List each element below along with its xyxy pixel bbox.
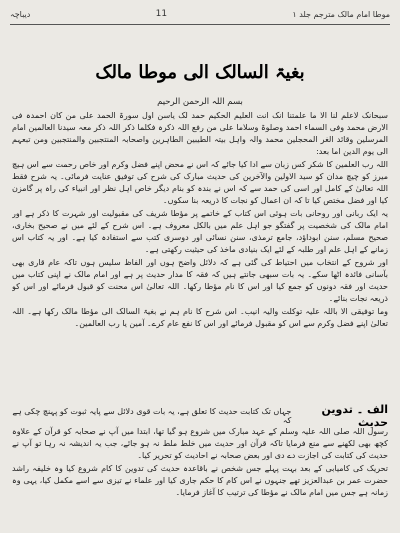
section-body-text [12,426,388,526]
paragraph: اللہ رب العلمین کا شکر کس زبان سے ادا کیا جائے کہ اس نے محض اپنے فضل وکرم اور خاص رحمت سے اس ہیچ میرز کو چیچ مدان کو سید الاولین والآخرین کی حدیث مبارک کی شرح کی توفیق عنایت فرمائی۔ یہ شرح فقط اللہ تعالیٰ کے کامل اور اسی کی حمد سے کہ اس نے بندہ کو بنام دیگر خاص اہل نظر اور انبیاء کی راہ پر گامزن کیا اور فضل مختص کیا تا کہ ان اعمال کو نجات کا ذریعہ بنا سکوں۔ [12,159,388,206]
basmala: بسم اللہ الرحمن الرحیم [157,97,243,107]
page-number: 11 [155,9,168,19]
paragraph: اور شروح کے انتخاب میں احتیاط کی گئی ہے کہ دلائل واضح ہوں اور الفاظ سلیس ہوں تاکہ عام قاری بھی بآسانی فائدہ اٹھا سکے۔ یہ بات سبھی جانتے ہیں کہ فقہ کا مدار حدیث پر ہے اور امام مالک نے اپنی کتاب میں حدیث اور فقہ دونوں کو جمع کیا اور اس کا نام مؤطا رکھا۔ اللہ تعالیٰ اس محنت کو قبول فرمائے اور اس کو ذریعہ نجات بنائے۔ [12,257,388,303]
section-heading-row [12,403,388,429]
header-left-label: دیباچہ [10,9,31,19]
paragraph: سبحانک لاعلم لنا الا ما علمتنا انک انت العلیم الحکیم حمد لک یاسن اول سورۃ الحمد علی من کان احمدہ فی الارض محمد وفی السماء احمد وصلوۃ وسلاما علی من رفع اللہ ذکرہ فکلما ذکر اللہ ذکر معہ سیدنا العالمین امام المرسلین وقائد الغر المحجلین محمد والہ واہل بیتہ الطیبین الطاہرین واصحابہ المنتجبین والمنتجبین ومن تبعہم الی یوم الدین اما بعد: [12,111,388,157]
section-heading: الف ۔ تدوین حدیث [321,403,388,429]
section-intro: جہاں تک کتابت حدیث کا تعلق ہے، یہ بات قوی دلائل سے پایہ ثبوت کو پہنچ چکی ہے کہ [12,407,292,425]
paragraph: رسول اللہ صلی اللہ علیہ وسلم کے عہد مبارک میں شروع ہو گیا تھا، ابتدا میں آپ نے صحابہ کو قرآن کے علاوہ کچھ بھی لکھنے سے منع فرمایا تاکہ قرآن اور حدیث میں خلط ملط نہ ہو جائے، جب یہ اندیشہ نہ رہا تو آپ نے حدیث کی کتابت کی اجازت دے دی اور بعض صحابہ نے احادیث کو تحریر کیا۔ [12,427,388,461]
header-rule [10,24,390,25]
paragraph: وما توفیقی الا باللہ علیہ توکلت والیہ انیب۔ اس شرح کا نام ہم نے بغیۃ السالک الی مؤطا مالک رکھا ہے۔ اللہ تعالیٰ اپنے فضل وکرم سے اس کو مقبول فرمائے اور اس کا نفع عام کرے۔ آمین یا رب العالمین۔ [12,306,388,328]
running-header [10,6,390,22]
paragraph: یہ ایک ربانی اور روحانی بات ہوئی اس کتاب کے خاتمے پر مؤطا شریف کی مقبولیت اور شہرت کا ذکر ہے اور امام مالک کی شخصیت پر گفتگو جو اہل علم میں بالکل معروف ہے۔ اس شرح کے لئے میں نے صحیح بخاری، صحیح مسلم، سنن ابوداؤد، جامع ترمذی، سنن نسائی اور دوسری کتب سے استفادہ کیا ہے۔ اور یہ کتاب اس زمانے کے اہل علم اور طلبہ کے لئے ایک بنیادی ماخذ کی حیثیت رکھتی ہے۔ [12,208,388,255]
paragraph: تحریک کی کامیابی کے بعد بہت پہلے جس شخص نے باقاعدہ حدیث کی تدوین کا کام شروع کیا وہ خلیفہ راشد حضرت عمر بن عبدالعزیز تھے جنہوں نے اس کام کا حکم جاری کیا اور علماء نے تیزی سے اسے مکمل کیا، یہی وہ زمانہ ہے جس میں امام مالک نے مؤطا کی ترتیب کا آغاز فرمایا۔ [12,463,388,497]
body-text [12,110,388,360]
header-book-title: موطا امام مالک مترجم جلد ۱ [292,9,390,19]
document-title: بغیۃ السالک الی موطا مالک [95,62,305,83]
